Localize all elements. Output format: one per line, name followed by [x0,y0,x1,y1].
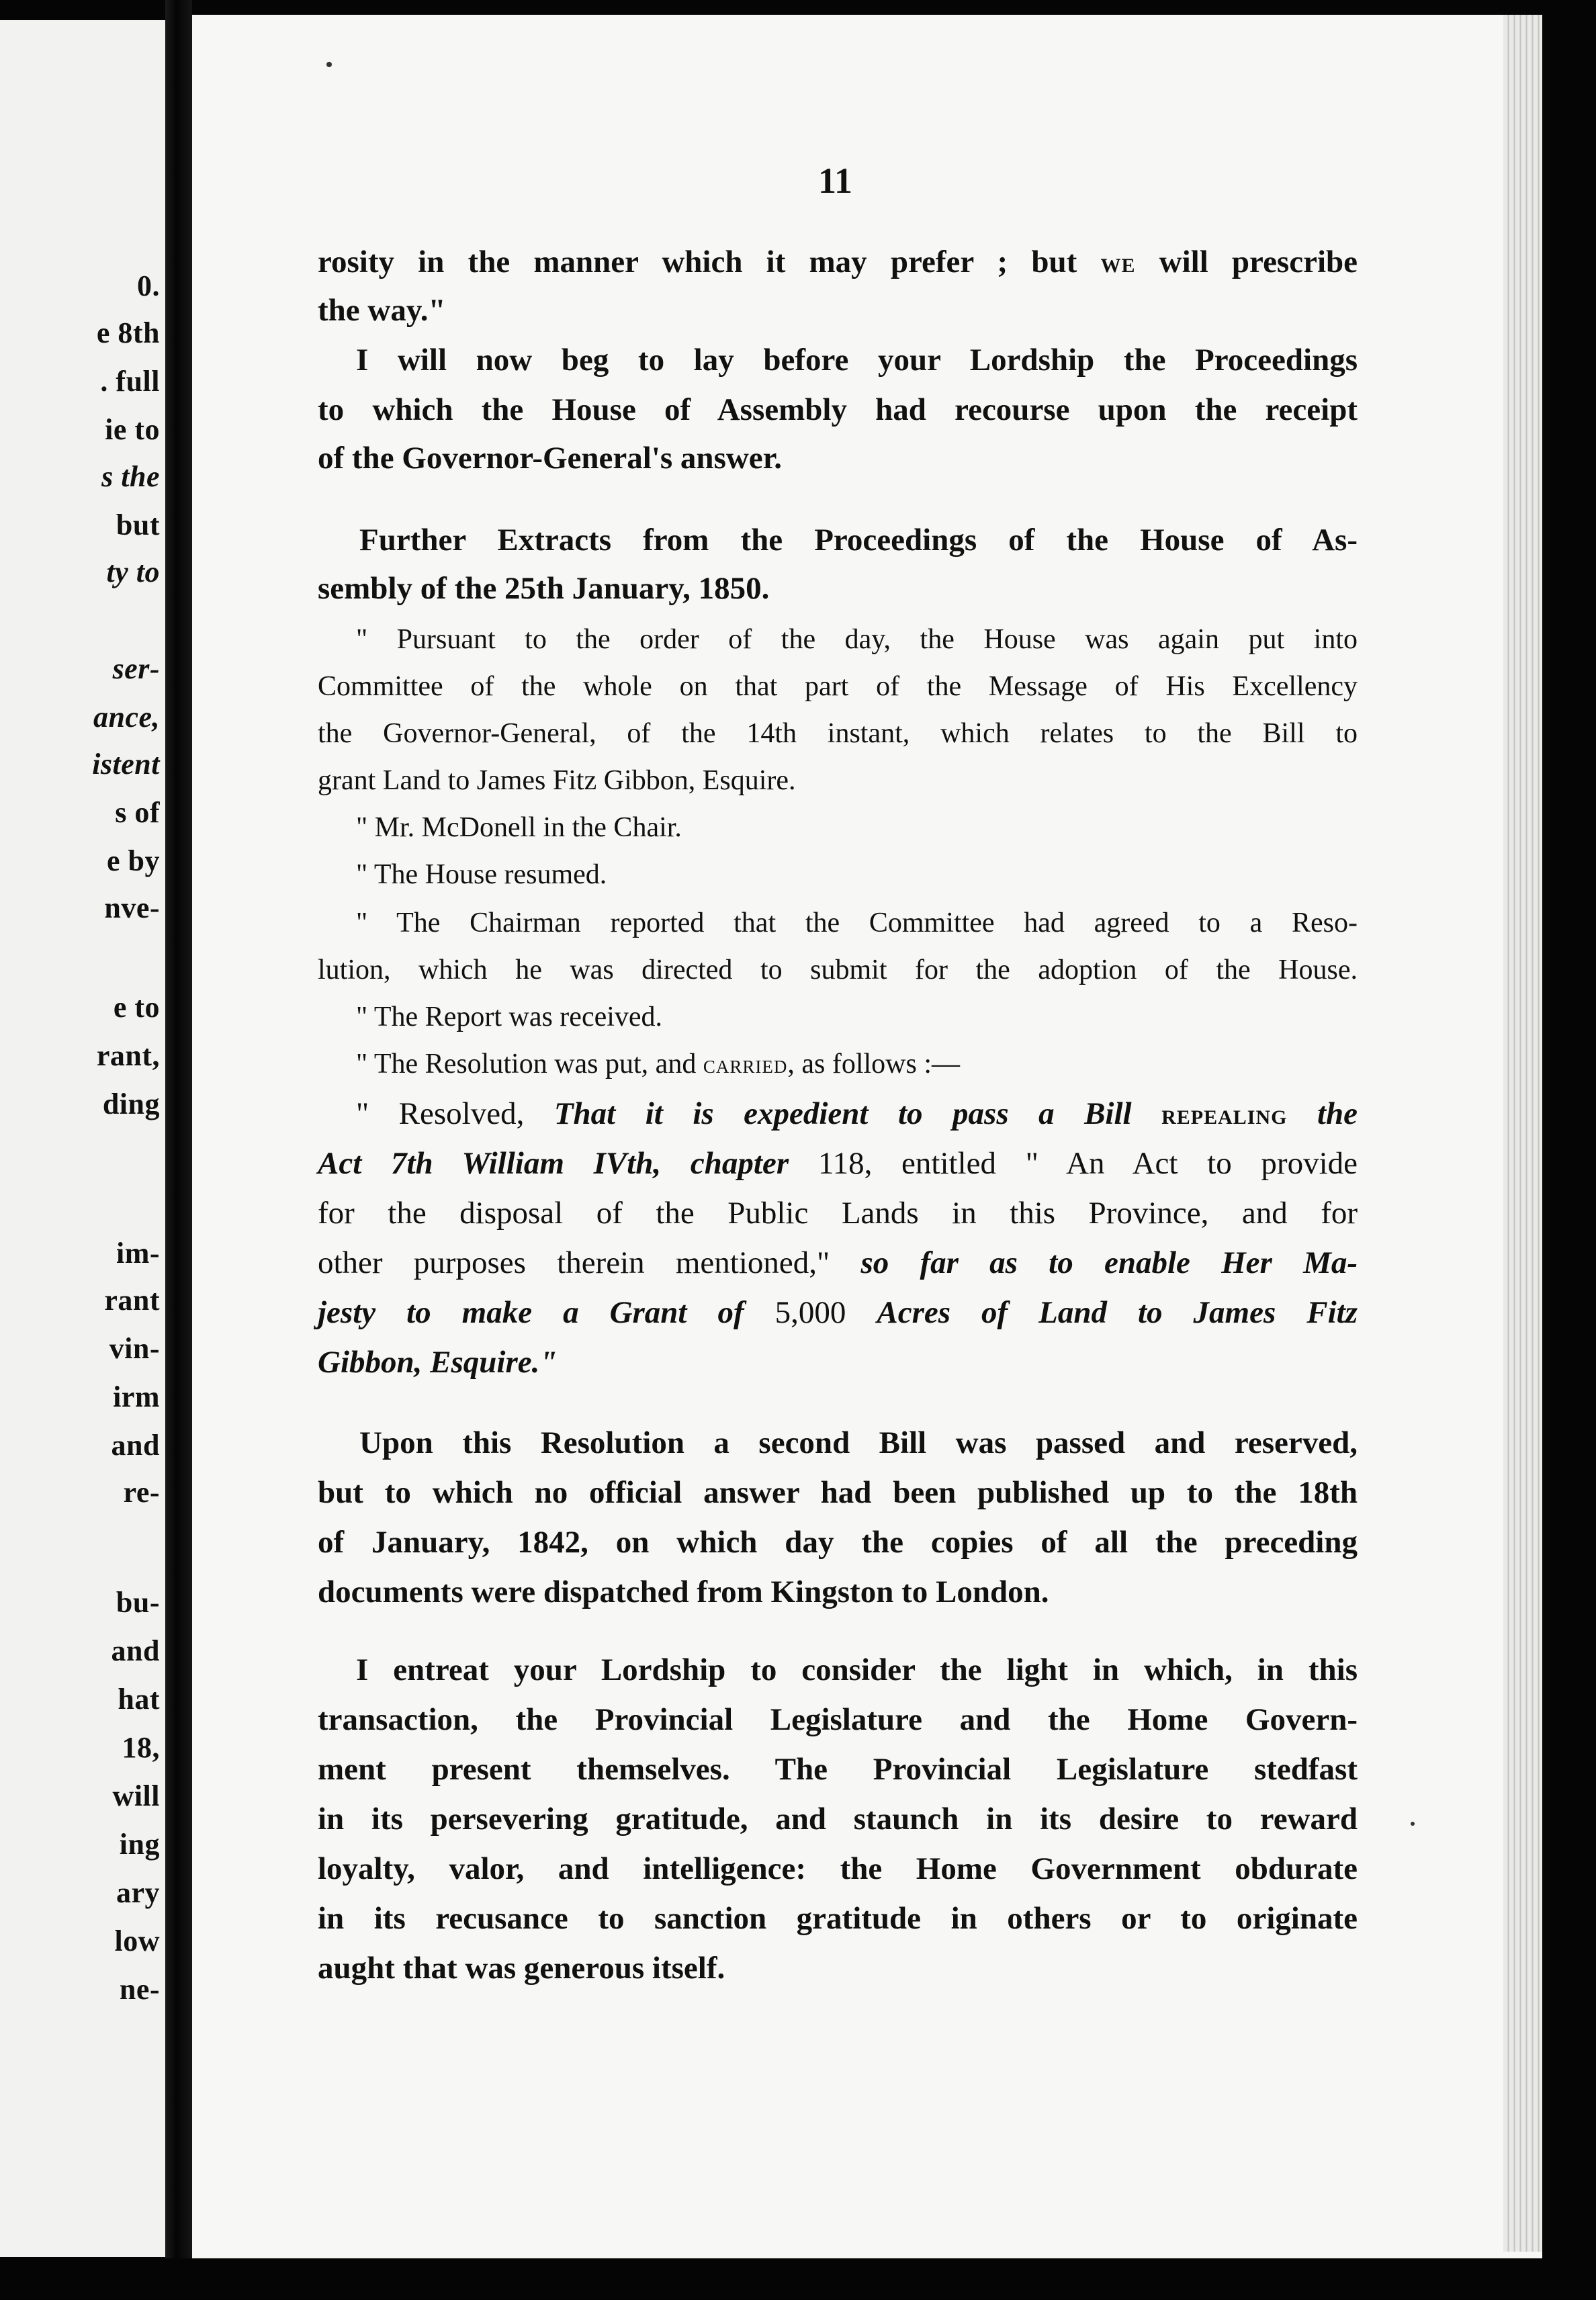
left-fragment: irm [113,1380,160,1413]
text-line: I entreat your Lordship to consider the light in which, in this [356,1652,1358,1687]
extract-line: grant Land to James Fitz Gibbon, Esquire. [318,765,796,796]
left-fragment: bu- [116,1586,160,1619]
extract-line: " The House resumed. [356,859,607,890]
text-line: transaction, the Provincial Legislature and the Home Govern- [318,1702,1358,1737]
left-fragment: e 8th [96,316,160,349]
text-line: of the Governor-General's answer. [318,441,782,476]
left-fragment: s the [101,460,160,493]
text-line: ment present themselves. The Provincial Legislature stedfast [318,1752,1358,1787]
left-fragment: will [112,1779,160,1812]
extract-line: Committee of the whole on that part of the Message of His Excellency [318,671,1358,702]
extract-line: " Mr. McDonell in the Chair. [356,812,682,843]
text-line: aught that was generous itself. [318,1951,725,1986]
left-fragment: and [111,1634,160,1667]
left-fragment: im- [116,1237,160,1270]
text-line: in its recusance to sanction gratitude in others or to originate [318,1901,1358,1936]
resolution-line: for the disposal of the Public Lands in this Province, and for [318,1196,1358,1231]
left-fragment: rant [104,1284,160,1317]
section-heading: sembly of the 25th January, 1850. [318,571,770,606]
left-fragment: s of [115,796,160,829]
resolution-line: " Resolved, That it is expedient to pass a Bill repealing the [356,1096,1358,1131]
left-fragment: ty to [106,556,160,588]
left-fragment: ing [119,1828,160,1861]
left-fragment: rant, [96,1039,160,1072]
scan-border [1542,0,1596,2300]
left-fragment: e by [107,844,160,877]
text-line: rosity in the manner which it may prefer ; but we will prescribe [318,245,1358,279]
text-line: documents were dispatched from Kingston to London. [318,1575,1049,1609]
text-line: loyalty, valor, and intelligence: the Home Government obdurate [318,1851,1358,1886]
text-line: in its persevering gratitude, and staunch in its desire to reward [318,1802,1358,1837]
resolution-line: Act 7th William IVth, chapter 118, entitled " An Act to provide [318,1146,1358,1181]
extract-line: " Pursuant to the order of the day, the House was again put into [356,624,1358,655]
left-fragment: ding [102,1088,160,1120]
left-fragment: and [111,1429,160,1462]
text-line: to which the House of Assembly had recourse upon the receipt [318,392,1358,427]
resolution-line: other purposes therein mentioned," so far as to enable Her Ma- [318,1245,1358,1280]
section-heading: Further Extracts from the Proceedings of the House of As- [359,523,1358,558]
text-line: I will now beg to lay before your Lordship the Proceedings [356,343,1358,378]
speck [1411,1822,1415,1826]
resolution-line: jesty to make a Grant of 5,000 Acres of Land to James Fitz [318,1295,1358,1330]
left-fragment: ie to [105,413,160,446]
left-fragment: ary [116,1876,160,1909]
page-number: 11 [818,161,853,201]
extract-line: lution, which he was directed to submit for the adoption of the House. [318,955,1358,985]
speck [326,62,332,67]
left-fragment: istent [92,748,160,781]
extract-line: the Governor-General, of the 14th instant, which relates to the Bill to [318,718,1358,749]
left-fragment: nve- [104,891,160,924]
left-fragment: e to [113,991,160,1024]
left-fragment: re- [123,1476,160,1509]
left-fragment: ne- [119,1973,160,2006]
extract-line: " The Resolution was put, and carried, as follows :— [356,1049,960,1079]
scan-border-bottom [0,2258,1596,2300]
left-fragment: . full [100,365,160,398]
left-fragment: but [116,508,160,541]
book-gutter [165,0,192,2300]
left-fragment: vin- [109,1332,160,1365]
text-line: the way." [318,293,446,328]
left-fragment: hat [118,1683,160,1716]
left-fragment: ance, [93,701,160,734]
left-fragment: 18, [122,1731,160,1764]
left-fragment: ser- [112,652,160,685]
text-line: but to which no official answer had been published up to the 18th [318,1475,1358,1510]
text-line: of January, 1842, on which day the copies of all the preceding [318,1525,1358,1560]
facing-page-fragment [0,20,165,2257]
extract-line: " The Chairman reported that the Committee had agreed to a Reso- [356,908,1358,938]
text-line: Upon this Resolution a second Bill was passed and reserved, [359,1425,1358,1460]
left-fragment: 0. [137,269,160,302]
left-fragment: low [114,1925,160,1957]
extract-line: " The Report was received. [356,1002,663,1032]
resolution-line: Gibbon, Esquire." [318,1345,558,1380]
